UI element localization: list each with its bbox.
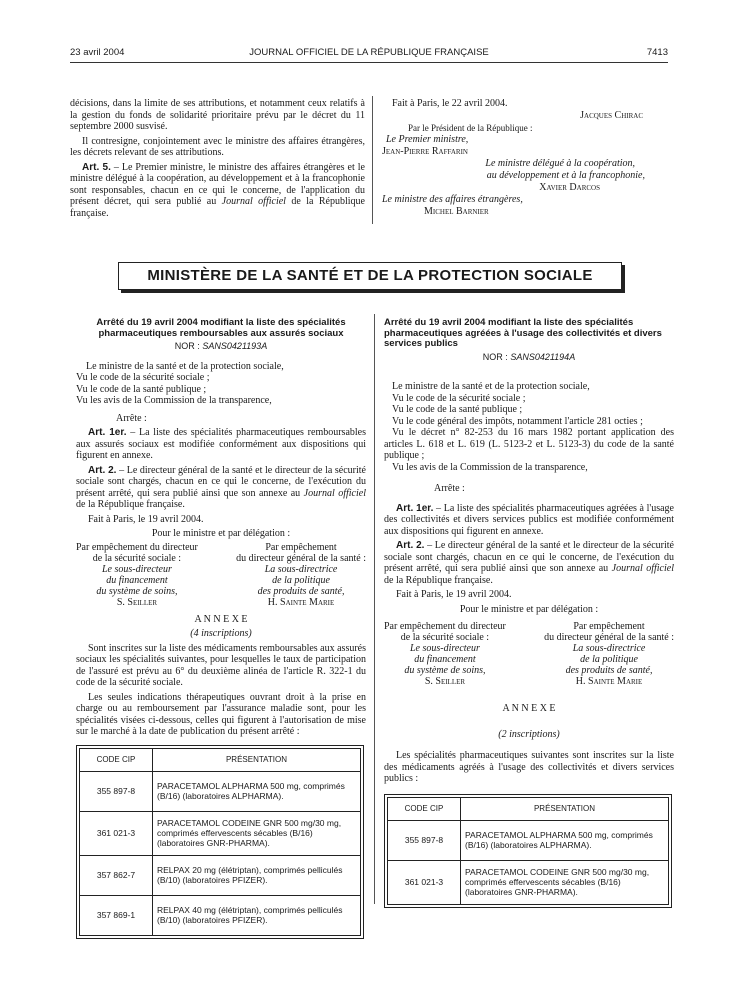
header-page-number: 7413 [646,47,668,58]
table-header-code-cip: CODE CIP [80,748,153,771]
prev-ae-name: Michel Barnier [424,206,489,217]
table-header-presentation: PRÉSENTATION [153,748,361,771]
right-arrete-label: Arrête : [434,483,465,494]
table-row: 357 869-1 RELPAX 40 mg (élétriptan), comprimés pelliculés (B/10) (laboratoires PFIZER). [80,895,361,935]
table-row: 355 897-8 PARACETAMOL ALPHARMA 500 mg, comprimés (B/16) (laboratoires ALPHARMA). [80,771,361,811]
left-annexe-paragraph: Les seules indications thérapeutiques ouvrant droit à la prise en charge ou au remboursement par l'assurance maladie sont, pour les spécialités visées ci-dessous, celles qui figurent à l'autorisation de mise sur le marché à la date de publication du présent arrêté : [76,691,366,737]
header-rule [70,62,668,63]
prev-sig-chirac: Jacques Chirac [580,110,643,121]
header-date: 23 avril 2004 [70,47,125,58]
table-row: 361 021-3 PARACETAMOL CODEINE GNR 500 mg/30 mg, comprimés effervescents sécables (B/16) (laboratoires GNR-PHARMA). [80,811,361,855]
left-arrete-label: Arrête : [116,412,147,424]
visa-line: Le ministre de la santé et de la protection sociale, [392,381,590,392]
right-arrete [384,318,674,905]
visa-line: Vu le code de la sécurité sociale ; [392,392,526,404]
prev-pm-name: Jean-Pierre Raffarin [382,146,468,157]
prev-article-5: Art. 5. – Le Premier ministre, le ministre des affaires étrangères et le ministre délégué à la coopération, au développement et à la francophonie sont responsables, chacun en ce qui le concerne, de l'application du présent décret, qui sera publié au Journal officiel de la République française. [70,161,365,219]
prev-fait: Fait à Paris, le 22 avril 2004. [392,98,508,109]
visa-line: Vu le code de la santé publique ; [392,404,523,415]
visa-line: Vu le décret n° 82-253 du 16 mars 1982 portant application des articles L. 618 et L. 619 (L. 5123-2 et L. 5123-3) du code de la santé publique ; [384,427,674,461]
right-fait: Fait à Paris, le 19 avril 2004. [396,589,512,600]
visa-line: Vu le code de la santé publique ; [76,383,207,395]
prev-paragraph: Il contresigne, conjointement avec le ministre des affaires étrangères, les décrets relevant de ses attributions. [70,135,365,158]
table-header-presentation: PRÉSENTATION [461,797,669,820]
left-signatures [76,542,366,608]
right-article-1: Art. 1er. – La liste des spécialités pharmaceutiques agréées à l'usage des collectivités et divers services publics est modifiée conformément aux dispositions qui figurent en annexe. [384,502,674,537]
prev-par-president: Par le Président de la République : [408,123,533,133]
right-inscriptions-count: (2 inscriptions) [498,728,560,740]
column-rule [372,96,373,224]
right-visas [384,381,674,473]
prev-pm-title: Le Premier ministre, [386,134,469,145]
left-article-2: Art. 2. – Le directeur général de la santé et le directeur de la sécurité sociale sont chargés, chacun en ce qui le concerne, de l'exécution du présent arrêté, qui sera publié ainsi que son annexe au Journal officiel de la République française. [76,464,366,510]
left-arrete-title: Arrêté du 19 avril 2004 modifiant la liste des spécialités pharmaceutiques remboursables aux assurés sociaux [96,317,346,339]
left-sig-block-right: Par empêchement du directeur général de la santé : La sous-directrice de la politique des produits de santé, H. Sainte Marie [236,541,366,608]
left-sig-block-left: Par empêchement du directeur de la sécurité sociale : Le sous-directeur du financement du système de soins, S. Seiller [76,541,198,608]
left-inscriptions-count: (4 inscriptions) [190,628,252,639]
ministry-banner: MINISTÈRE DE LA SANTÉ ET DE LA PROTECTION SOCIALE [118,262,622,290]
right-pour-ministre: Pour le ministre et par délégation : [459,603,599,615]
prev-decree-left-column [70,98,365,222]
right-sig-block-right: Par empêchement du directeur général de la santé : La sous-directrice de la politique des produits de santé, H. Sainte Marie [544,621,674,687]
prev-deleg-title-1: Le ministre délégué à la coopération, [485,158,635,169]
left-annexe-paragraph: Sont inscrites sur la liste des médicaments remboursables aux assurés sociaux les spécialités suivantes, pour lesquelles le taux de participation de l'assuré est prévu au 6° du deuxième alinéa de l'article R. 322-1 du code de la sécurité sociale. [76,642,366,688]
visa-line: Le ministre de la santé et de la protection sociale, [86,360,284,372]
visa-line: Vu les avis de la Commission de la transparence, [392,461,588,473]
right-arrete-title: Arrêté du 19 avril 2004 modifiant la liste des spécialités pharmaceutiques agréées à l'usage des collectivités et divers services publics [384,317,662,349]
visa-line: Vu le code général des impôts, notamment l'article 281 octies ; [392,415,643,427]
table-row: 355 897-8 PARACETAMOL ALPHARMA 500 mg, comprimés (B/16) (laboratoires ALPHARMA). [388,820,669,860]
column-rule [374,314,375,904]
left-visas [76,361,366,407]
table-row: 357 862-7 RELPAX 20 mg (élétriptan), comprimés pelliculés (B/10) (laboratoires PFIZER). [80,855,361,895]
right-annexe-heading: A N N E X E [502,703,556,714]
page-header [70,47,668,61]
prev-decree-signatures [382,98,645,218]
right-article-2: Art. 2. – Le directeur général de la santé et le directeur de la sécurité sociale sont chargés, chacun en ce qui le concerne, de l'exécution du présent arrêté, qui sera publié ainsi que son annexe au Journal officiel de la République française. [384,540,674,586]
left-arrete [76,318,366,936]
prev-deleg-title-2: au développement et à la francophonie, [486,170,645,181]
left-annexe-heading: A N N E X E [194,613,248,625]
prev-paragraph: décisions, dans la limite de ses attributions, et notamment ceux relatifs à la gestion du fonds de solidarité prioritaire prévu par le décret du 11 septembre 2000 susvisé. [70,98,365,132]
left-article-1: Art. 1er. – La liste des spécialités pharmaceutiques remboursables aux assurés sociaux est modifiée conformément aux dispositions qui figurent en annexe. [76,427,366,461]
left-cip-table [79,748,361,936]
left-nor: NOR : SANS0421193A [174,341,268,351]
right-sig-block-left: Par empêchement du directeur de la sécurité sociale : Le sous-directeur du financement du système de soins, S. Seiller [384,621,506,687]
table-row: 361 021-3 PARACETAMOL CODEINE GNR 500 mg/30 mg, comprimés effervescents sécables (B/16) (laboratoires GNR-PHARMA). [388,860,669,904]
right-cip-table [387,797,669,905]
right-annexe-paragraph: Les spécialités pharmaceutiques suivantes sont inscrites sur la liste des médicaments agréés à l'usage des collectivités et divers services publics : [384,750,674,784]
right-nor: NOR : SANS0421194A [482,351,576,362]
right-signatures [384,621,674,687]
left-pour-ministre: Pour le ministre et par délégation : [151,528,291,539]
prev-ae-title: Le ministre des affaires étrangères, [382,194,523,205]
visa-line: Vu le code de la sécurité sociale ; [76,372,210,383]
visa-line: Vu les avis de la Commission de la transparence, [76,395,272,406]
left-fait: Fait à Paris, le 19 avril 2004. [88,513,204,525]
header-journal-title: JOURNAL OFFICIEL DE LA RÉPUBLIQUE FRANÇAISE [249,47,489,58]
table-header-code-cip: CODE CIP [388,797,461,820]
prev-deleg-name: Xavier Darcos [539,182,600,193]
